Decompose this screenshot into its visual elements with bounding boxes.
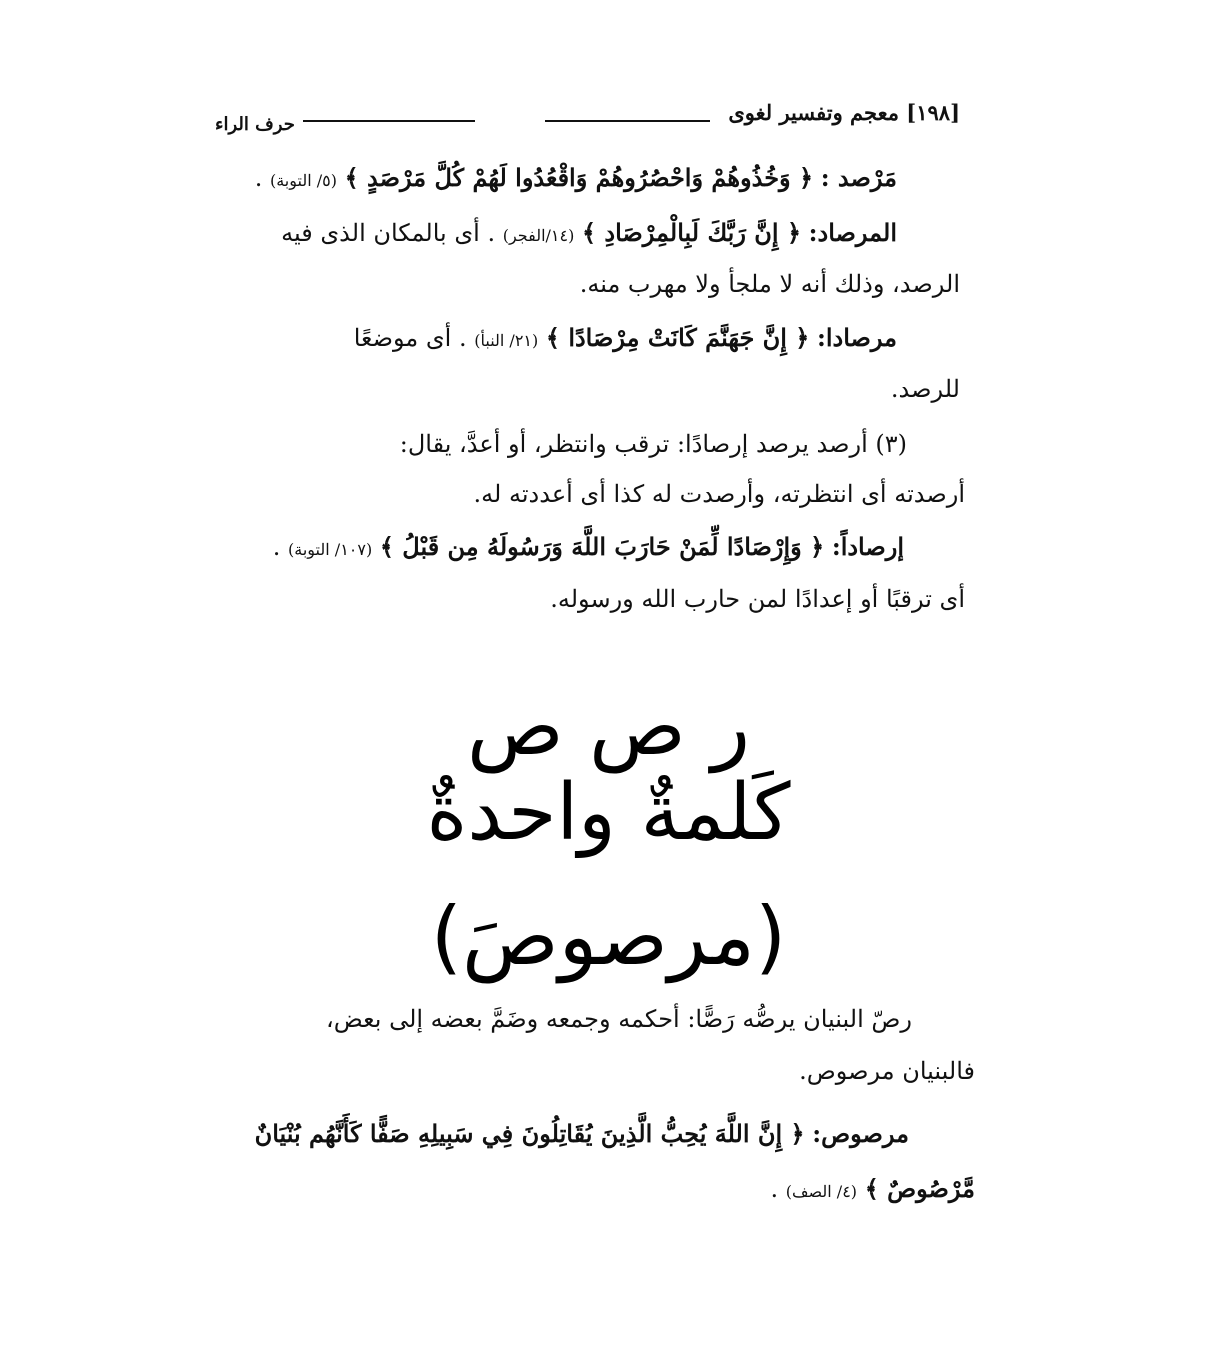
quran-verse: ﴿ وَإِرْصَادًا لِّمَنْ حَارَبَ اللَّهَ وَرَسُولَهُ مِن قَبْلُ ﴾ — [379, 532, 825, 561]
header-section: حرف الراء — [215, 114, 295, 135]
entry-marsus-continuation — [770, 1163, 975, 1218]
verse-reference: (٤/ الصف) — [785, 1182, 858, 1201]
entry-mirsad — [281, 207, 897, 262]
quran-verse: ﴿ إِنَّ اللَّهَ يُحِبُّ الَّذِينَ يُقَاتِلُونَ فِي سَبِيلِهِ صَفًّا كَأَنَّهُم بُنْيَانٌ — [254, 1119, 805, 1148]
entry-continuation: الرصد، وذلك أنه لا ملجأ ولا مهرب منه. — [579, 270, 960, 298]
entry-irsad — [273, 521, 904, 576]
entry-term: مَرْصد : — [820, 163, 897, 192]
quran-verse: ﴿ إِنَّ رَبَّكَ لَبِالْمِرْصَادِ ﴾ — [582, 218, 802, 247]
entry-term: المرصاد: — [808, 218, 897, 247]
root-word-heading: (مرصوصَ) — [430, 890, 787, 983]
entry-continuation: أى ترقبًا أو إعدادًا لمن حارب الله ورسوله. — [550, 585, 965, 613]
paragraph-line: أرصدته أى انتظرته، وأرصدت له كذا أى أعددته له. — [473, 480, 965, 508]
entry-tail: . — [272, 533, 281, 561]
entry-term: مرصوص: — [812, 1119, 909, 1148]
definition-line: رصّ البنيان يرصُّه رَصًّا: أحكمه وجمعه وضَمَّ بعضه إلى بعض، — [326, 1005, 912, 1033]
paragraph-line: (٣) أرصد يرصد إرصادًا: ترقب وانتظر، أو أعدَّ، يقال: — [399, 430, 907, 458]
entry-term: إرصاداً: — [831, 532, 904, 561]
quran-verse: ﴿ وَخُذُوهُمْ وَاحْصُرُوهُمْ وَاقْعُدُوا لَهُمْ كُلَّ مَرْصَدٍ ﴾ — [344, 163, 814, 192]
entry-marsad — [255, 152, 897, 207]
quran-verse: ﴿ إِنَّ جَهَنَّمَ كَانَتْ مِرْصَادًا ﴾ — [545, 323, 810, 352]
verse-reference: (٥/ التوبة) — [269, 171, 337, 190]
entry-tail: . أى موضعًا — [353, 324, 467, 352]
header-rule — [545, 120, 710, 122]
header-title: [١٩٨] معجم وتفسير لغوى — [728, 100, 960, 125]
root-letters: ر ص ص — [467, 680, 750, 773]
definition-line: فالبنيان مرصوص. — [799, 1057, 975, 1085]
entry-continuation: للرصد. — [890, 375, 960, 403]
entry-term: مرصادا: — [816, 323, 897, 352]
entry-mirsadan — [354, 312, 897, 367]
verse-reference: (٢١/ النبأ) — [474, 331, 539, 350]
verse-reference: (١٤/الفجر) — [502, 226, 575, 245]
header-rule — [303, 120, 475, 122]
entry-tail: . — [254, 164, 263, 192]
page-header — [215, 100, 960, 140]
entry-marsus — [255, 1108, 909, 1160]
entry-tail: . أى بالمكان الذى فيه — [281, 219, 496, 247]
entry-tail: . — [770, 1175, 779, 1203]
quran-verse: مَّرْصُوصٌ ﴾ — [864, 1174, 975, 1203]
word-count-heading: كَلمةٌ واحدةٌ — [426, 768, 791, 858]
verse-reference: (١٠٧/ التوبة) — [288, 540, 373, 559]
